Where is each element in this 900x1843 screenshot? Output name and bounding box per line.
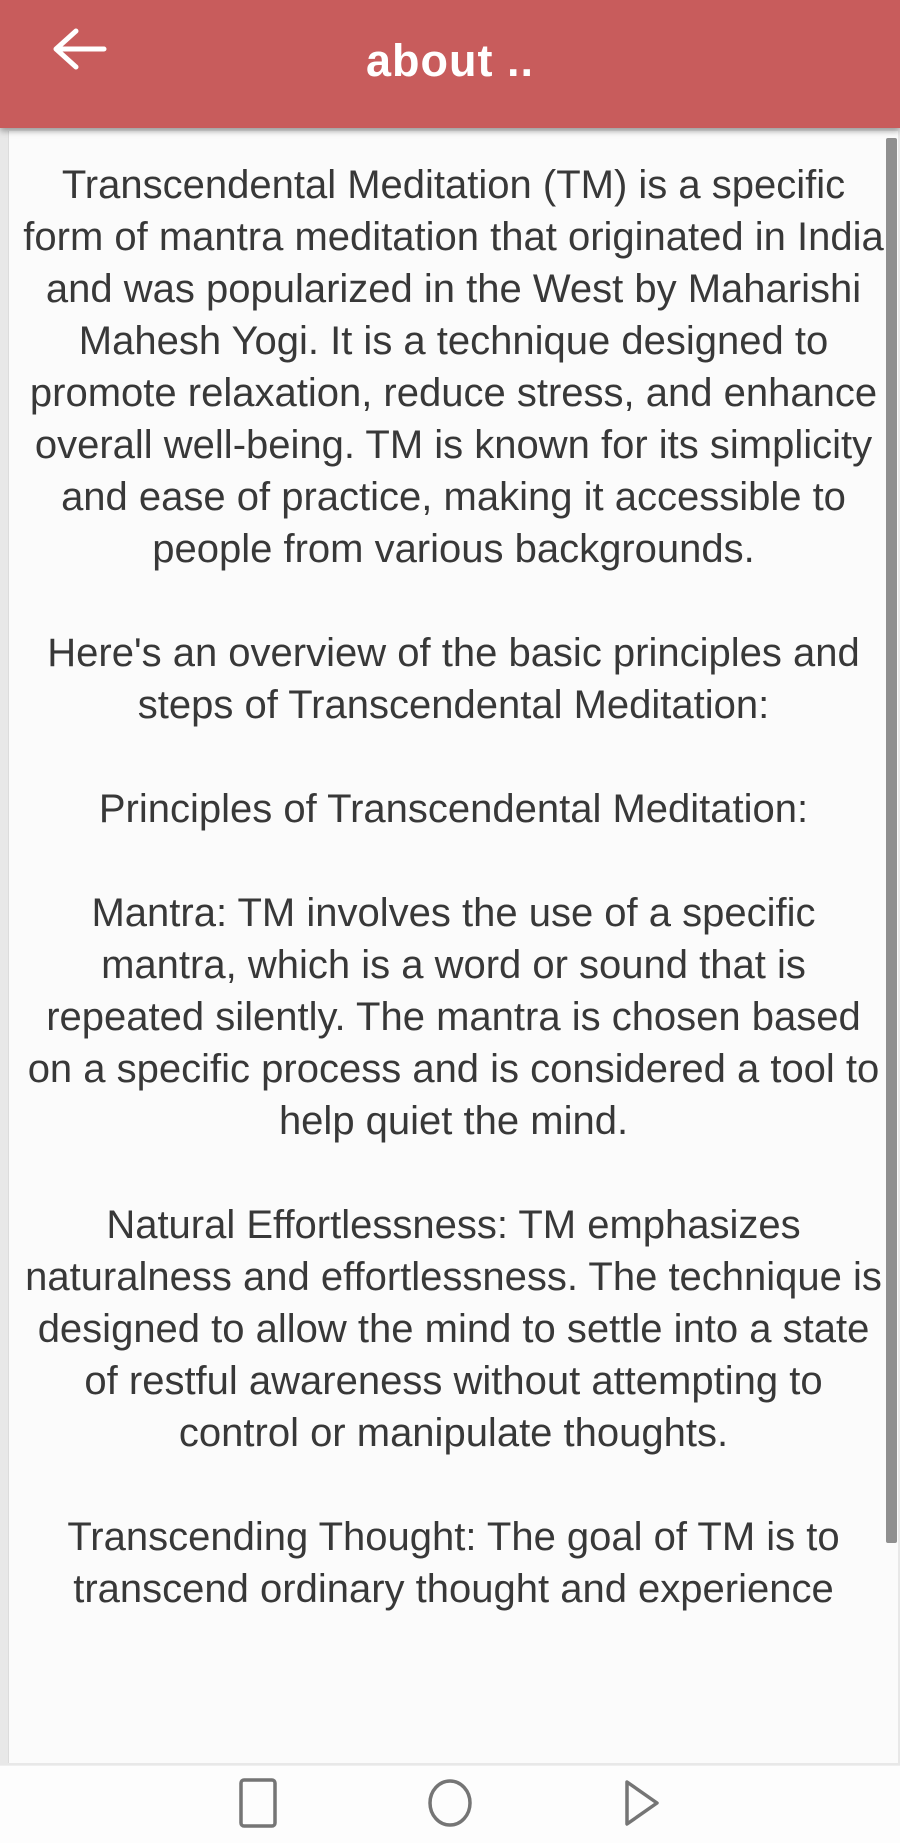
paragraph-intro: Transcendental Meditation (TM) is a specific form of mantra meditation that originated in India and was popularized in the West by Maharishi Mahesh Yogi. It is a technique designed to promote relaxation, reduce stress, and enhance overall well-being. TM is known for its simplicity and ease of practice, making it accessible to people from various backgrounds. [23,163,884,571]
about-text [9,131,898,1615]
triangle-icon [623,1778,661,1831]
app-bar [0,0,900,128]
home-button[interactable] [414,1768,486,1840]
circle-icon [427,1778,473,1831]
paragraph-transcending-thought: Transcending Thought: The goal of TM is to transcend ordinary thought and experience [67,1515,840,1611]
square-icon [239,1778,277,1831]
back-nav-button[interactable] [606,1768,678,1840]
about-text-scroll-area[interactable] [8,131,898,1763]
paragraph-natural-effortlessness: Natural Effortlessness: TM emphasizes naturalness and effortlessness. The technique is designed to allow the mind to settle into a state of restful awareness without attempting to control or manipulate thoughts. [25,1203,882,1455]
page-title: about .. [366,35,534,86]
android-nav-bar [0,1765,900,1843]
scrollbar-thumb[interactable] [886,138,897,1543]
recents-button[interactable] [222,1768,294,1840]
paragraph-principles-heading: Principles of Transcendental Meditation: [98,787,809,831]
paragraph-overview: Here's an overview of the basic principles and steps of Transcendental Meditation: [47,631,860,727]
paragraph-mantra: Mantra: TM involves the use of a specific mantra, which is a word or sound that is repeated silently. The mantra is chosen based on a specific process and is considered a tool to help quiet the mind. [27,891,880,1143]
